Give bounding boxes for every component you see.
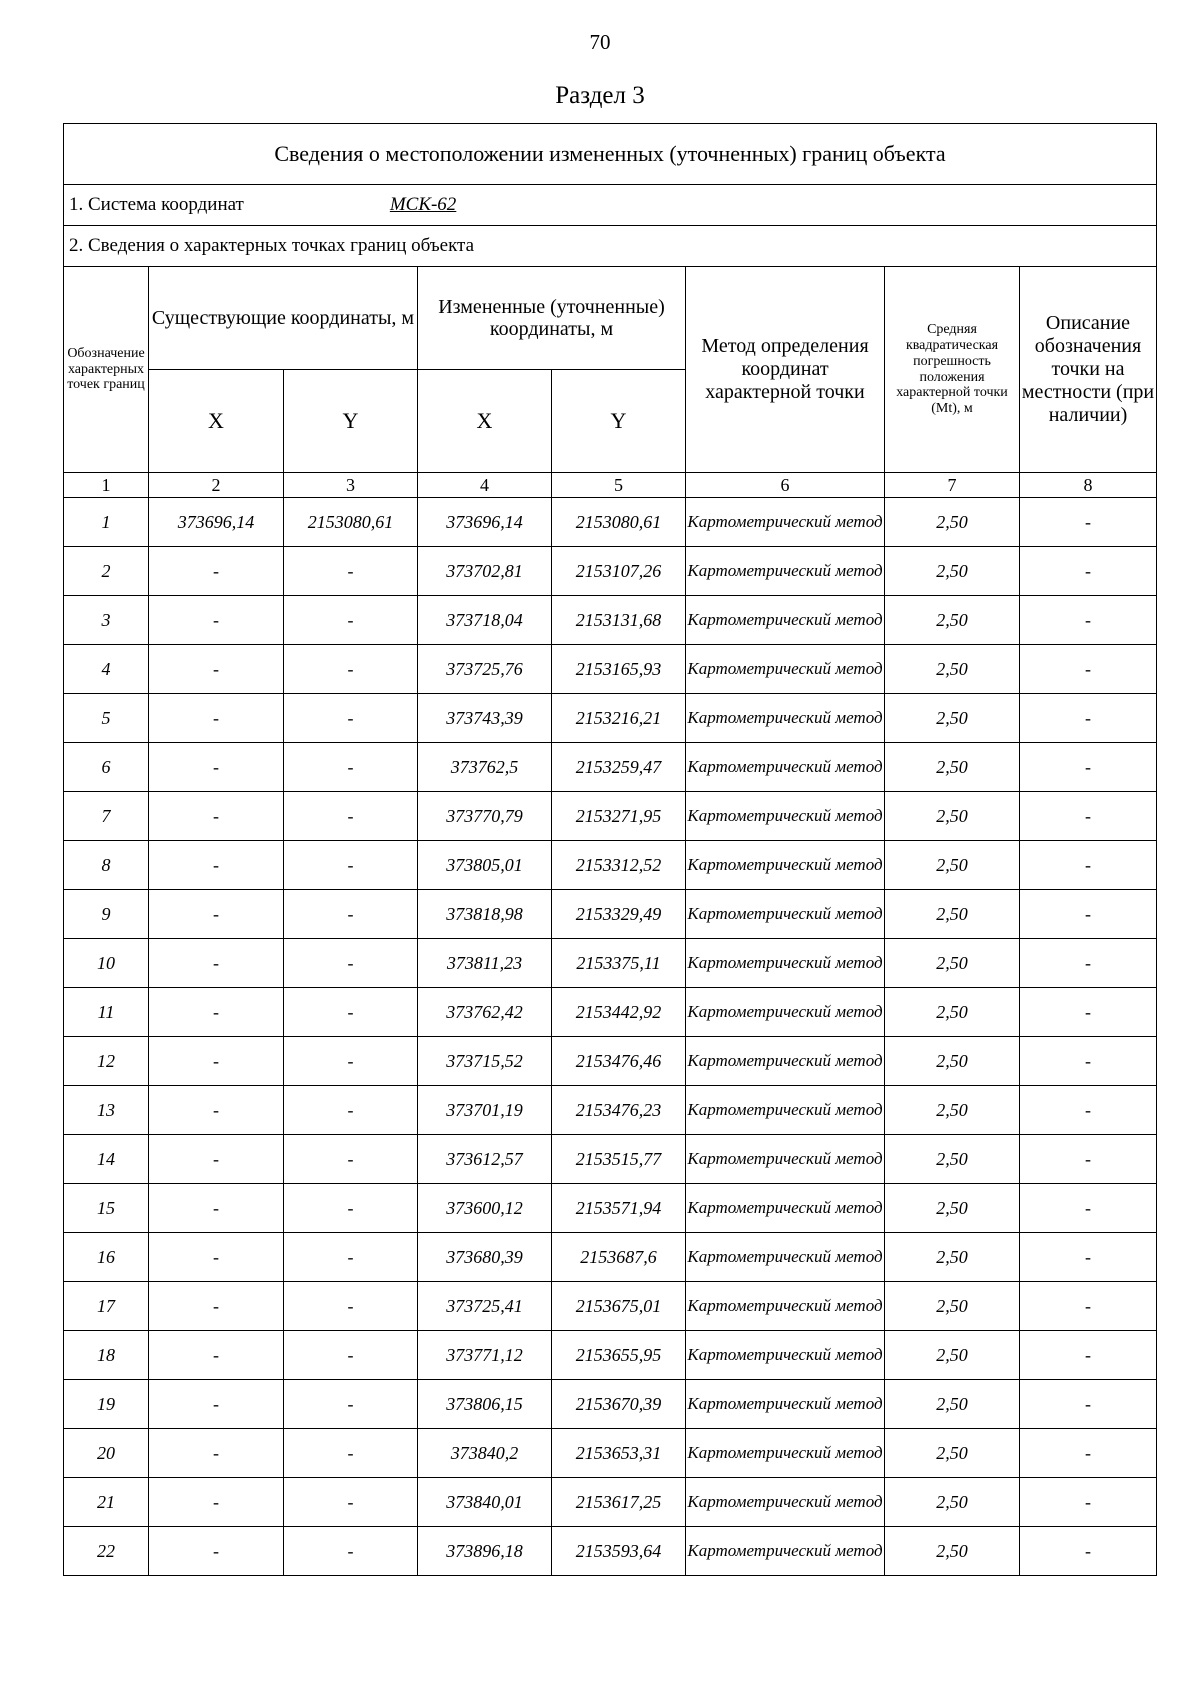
column-number: 5 [552, 473, 686, 498]
description-cell: - [1020, 645, 1157, 694]
table-row [64, 890, 1157, 939]
point-number-cell: 8 [64, 841, 149, 890]
mean-error-cell: 2,50 [885, 988, 1020, 1037]
mean-error-cell: 2,50 [885, 498, 1020, 547]
existing-x-cell: - [149, 1184, 284, 1233]
changed-x-cell: 373896,18 [418, 1527, 552, 1576]
existing-y-cell: - [284, 1429, 418, 1478]
method-cell: Картометрический метод [686, 596, 885, 645]
existing-x-cell: - [149, 694, 284, 743]
method-cell: Картометрический метод [686, 1086, 885, 1135]
description-cell: - [1020, 547, 1157, 596]
changed-x-cell: 373680,39 [418, 1233, 552, 1282]
method-cell: Картометрический метод [686, 1135, 885, 1184]
changed-x-cell: 373762,5 [418, 743, 552, 792]
changed-y-cell: 2153515,77 [552, 1135, 686, 1184]
table-row [64, 1233, 1157, 1282]
changed-y-cell: 2153571,94 [552, 1184, 686, 1233]
mean-error-cell: 2,50 [885, 1527, 1020, 1576]
method-cell: Картометрический метод [686, 1233, 885, 1282]
description-cell: - [1020, 1184, 1157, 1233]
table-row [64, 1282, 1157, 1331]
existing-x-cell: - [149, 645, 284, 694]
description-cell: - [1020, 1429, 1157, 1478]
point-number-cell: 16 [64, 1233, 149, 1282]
point-number-cell: 22 [64, 1527, 149, 1576]
point-number-cell: 1 [64, 498, 149, 547]
table-row [64, 1135, 1157, 1184]
existing-y-cell: - [284, 890, 418, 939]
table-row [64, 1331, 1157, 1380]
changed-y-cell: 2153259,47 [552, 743, 686, 792]
existing-x-cell: - [149, 841, 284, 890]
description-cell: - [1020, 596, 1157, 645]
existing-x-cell: - [149, 1086, 284, 1135]
existing-y-cell: - [284, 1282, 418, 1331]
table-row [64, 498, 1157, 547]
method-cell: Картометрический метод [686, 1478, 885, 1527]
method-cell: Картометрический метод [686, 645, 885, 694]
changed-y-cell: 2153476,23 [552, 1086, 686, 1135]
existing-x-cell: - [149, 1135, 284, 1184]
column-number-row [64, 473, 1157, 498]
changed-x-cell: 373771,12 [418, 1331, 552, 1380]
existing-y-cell: - [284, 1184, 418, 1233]
mean-error-cell: 2,50 [885, 1233, 1020, 1282]
changed-x-cell: 373811,23 [418, 939, 552, 988]
description-cell: - [1020, 1380, 1157, 1429]
existing-x-cell: - [149, 1380, 284, 1429]
mean-error-cell: 2,50 [885, 1086, 1020, 1135]
existing-y-cell: - [284, 939, 418, 988]
point-number-cell: 14 [64, 1135, 149, 1184]
existing-x-cell: - [149, 1037, 284, 1086]
mean-error-cell: 2,50 [885, 645, 1020, 694]
changed-y-cell: 2153271,95 [552, 792, 686, 841]
changed-y-cell: 2153329,49 [552, 890, 686, 939]
description-cell: - [1020, 1135, 1157, 1184]
mean-error-cell: 2,50 [885, 1184, 1020, 1233]
changed-y-cell: 2153593,64 [552, 1527, 686, 1576]
changed-x-cell: 373805,01 [418, 841, 552, 890]
point-number-cell: 10 [64, 939, 149, 988]
existing-x-cell: - [149, 792, 284, 841]
description-cell: - [1020, 1282, 1157, 1331]
mean-error-cell: 2,50 [885, 890, 1020, 939]
method-cell: Картометрический метод [686, 988, 885, 1037]
header-existing-x: X [149, 370, 284, 473]
changed-y-cell: 2153476,46 [552, 1037, 686, 1086]
mean-error-cell: 2,50 [885, 1282, 1020, 1331]
method-cell: Картометрический метод [686, 939, 885, 988]
mean-error-cell: 2,50 [885, 1429, 1020, 1478]
column-number: 4 [418, 473, 552, 498]
existing-x-cell: - [149, 1478, 284, 1527]
mean-error-cell: 2,50 [885, 1135, 1020, 1184]
existing-y-cell: - [284, 1331, 418, 1380]
existing-y-cell: - [284, 645, 418, 694]
table-row [64, 1037, 1157, 1086]
changed-x-cell: 373725,76 [418, 645, 552, 694]
description-cell: - [1020, 1086, 1157, 1135]
section-title: Раздел 3 [555, 82, 645, 109]
description-cell: - [1020, 890, 1157, 939]
table-row [64, 743, 1157, 792]
point-number-cell: 6 [64, 743, 149, 792]
header-designation: Обозначение характерных точек границ [64, 267, 149, 473]
header-method: Метод определения координат характерной точки [686, 267, 885, 473]
changed-y-cell: 2153375,11 [552, 939, 686, 988]
existing-y-cell: - [284, 596, 418, 645]
existing-x-cell: - [149, 1527, 284, 1576]
existing-y-cell: - [284, 1478, 418, 1527]
point-number-cell: 21 [64, 1478, 149, 1527]
point-number-cell: 7 [64, 792, 149, 841]
existing-x-cell: - [149, 547, 284, 596]
changed-x-cell: 373818,98 [418, 890, 552, 939]
changed-x-cell: 373715,52 [418, 1037, 552, 1086]
point-number-cell: 4 [64, 645, 149, 694]
changed-x-cell: 373701,19 [418, 1086, 552, 1135]
description-cell: - [1020, 1527, 1157, 1576]
mean-error-cell: 2,50 [885, 841, 1020, 890]
table-row [64, 694, 1157, 743]
column-number: 2 [149, 473, 284, 498]
existing-x-cell: - [149, 1429, 284, 1478]
table-row [64, 1184, 1157, 1233]
existing-y-cell: - [284, 792, 418, 841]
boundary-points-table [63, 123, 1157, 1576]
mean-error-cell: 2,50 [885, 743, 1020, 792]
table-row [64, 1429, 1157, 1478]
changed-x-cell: 373840,01 [418, 1478, 552, 1527]
existing-y-cell: - [284, 1233, 418, 1282]
mean-error-cell: 2,50 [885, 694, 1020, 743]
existing-x-cell: - [149, 890, 284, 939]
point-number-cell: 5 [64, 694, 149, 743]
changed-y-cell: 2153107,26 [552, 547, 686, 596]
method-cell: Картометрический метод [686, 1184, 885, 1233]
column-number: 6 [686, 473, 885, 498]
column-number: 7 [885, 473, 1020, 498]
existing-y-cell: - [284, 1037, 418, 1086]
existing-y-cell: - [284, 1380, 418, 1429]
mean-error-cell: 2,50 [885, 1331, 1020, 1380]
existing-y-cell: - [284, 988, 418, 1037]
changed-y-cell: 2153675,01 [552, 1282, 686, 1331]
existing-x-cell: - [149, 1282, 284, 1331]
table-row [64, 1086, 1157, 1135]
description-cell: - [1020, 841, 1157, 890]
existing-x-cell: - [149, 1331, 284, 1380]
description-cell: - [1020, 792, 1157, 841]
mean-error-cell: 2,50 [885, 547, 1020, 596]
description-cell: - [1020, 1037, 1157, 1086]
existing-y-cell: - [284, 694, 418, 743]
description-cell: - [1020, 743, 1157, 792]
changed-x-cell: 373696,14 [418, 498, 552, 547]
changed-y-cell: 2153687,6 [552, 1233, 686, 1282]
method-cell: Картометрический метод [686, 1380, 885, 1429]
existing-y-cell: - [284, 1527, 418, 1576]
header-changed-x: X [418, 370, 552, 473]
column-number: 8 [1020, 473, 1157, 498]
existing-y-cell: - [284, 1135, 418, 1184]
changed-x-cell: 373718,04 [418, 596, 552, 645]
point-number-cell: 18 [64, 1331, 149, 1380]
point-number-cell: 15 [64, 1184, 149, 1233]
changed-y-cell: 2153165,93 [552, 645, 686, 694]
changed-y-cell: 2153216,21 [552, 694, 686, 743]
table-row [64, 1478, 1157, 1527]
changed-y-cell: 2153617,25 [552, 1478, 686, 1527]
existing-x-cell: - [149, 1233, 284, 1282]
existing-y-cell: - [284, 1086, 418, 1135]
changed-y-cell: 2153670,39 [552, 1380, 686, 1429]
mean-error-cell: 2,50 [885, 792, 1020, 841]
table-row [64, 645, 1157, 694]
existing-x-cell: 373696,14 [149, 498, 284, 547]
coord-system-value: МСК-62 [389, 194, 457, 215]
table-row [64, 596, 1157, 645]
method-cell: Картометрический метод [686, 1429, 885, 1478]
description-cell: - [1020, 498, 1157, 547]
point-number-cell: 19 [64, 1380, 149, 1429]
point-number-cell: 20 [64, 1429, 149, 1478]
table-row [64, 988, 1157, 1037]
existing-x-cell: - [149, 596, 284, 645]
table-row [64, 1380, 1157, 1429]
method-cell: Картометрический метод [686, 1331, 885, 1380]
table-row [64, 841, 1157, 890]
existing-y-cell: - [284, 547, 418, 596]
point-number-cell: 17 [64, 1282, 149, 1331]
mean-error-cell: 2,50 [885, 596, 1020, 645]
changed-x-cell: 373770,79 [418, 792, 552, 841]
method-cell: Картометрический метод [686, 792, 885, 841]
description-cell: - [1020, 694, 1157, 743]
changed-x-cell: 373840,2 [418, 1429, 552, 1478]
method-cell: Картометрический метод [686, 498, 885, 547]
point-number-cell: 13 [64, 1086, 149, 1135]
method-cell: Картометрический метод [686, 1282, 885, 1331]
changed-x-cell: 373702,81 [418, 547, 552, 596]
changed-x-cell: 373743,39 [418, 694, 552, 743]
method-cell: Картометрический метод [686, 694, 885, 743]
existing-x-cell: - [149, 743, 284, 792]
header-existing-y: Y [284, 370, 418, 473]
column-number: 1 [64, 473, 149, 498]
changed-x-cell: 373725,41 [418, 1282, 552, 1331]
changed-y-cell: 2153080,61 [552, 498, 686, 547]
description-cell: - [1020, 939, 1157, 988]
changed-y-cell: 2153131,68 [552, 596, 686, 645]
point-number-cell: 11 [64, 988, 149, 1037]
method-cell: Картометрический метод [686, 1037, 885, 1086]
mean-error-cell: 2,50 [885, 1037, 1020, 1086]
existing-x-cell: - [149, 988, 284, 1037]
changed-x-cell: 373600,12 [418, 1184, 552, 1233]
method-cell: Картометрический метод [686, 841, 885, 890]
coord-system-row [64, 185, 1157, 226]
table-row [64, 792, 1157, 841]
changed-x-cell: 373762,42 [418, 988, 552, 1037]
changed-x-cell: 373612,57 [418, 1135, 552, 1184]
changed-y-cell: 2153312,52 [552, 841, 686, 890]
existing-y-cell: - [284, 841, 418, 890]
changed-y-cell: 2153655,95 [552, 1331, 686, 1380]
header-changed-coords: Измененные (уточненные) координаты, м [418, 267, 686, 370]
existing-x-cell: - [149, 939, 284, 988]
changed-y-cell: 2153442,92 [552, 988, 686, 1037]
point-number-cell: 3 [64, 596, 149, 645]
table-row [64, 547, 1157, 596]
header-changed-y: Y [552, 370, 686, 473]
mean-error-cell: 2,50 [885, 1478, 1020, 1527]
method-cell: Картометрический метод [686, 1527, 885, 1576]
table-row [64, 1527, 1157, 1576]
column-number: 3 [284, 473, 418, 498]
page-number: 70 [589, 30, 611, 54]
description-cell: - [1020, 1478, 1157, 1527]
existing-y-cell: 2153080,61 [284, 498, 418, 547]
points-heading: 2. Сведения о характерных точках границ объекта [64, 226, 1157, 267]
header-mean-error: Средняя квадратическая погрешность положения характерной точки (Mt), м [885, 267, 1020, 473]
changed-y-cell: 2153653,31 [552, 1429, 686, 1478]
point-number-cell: 12 [64, 1037, 149, 1086]
method-cell: Картометрический метод [686, 743, 885, 792]
table-row [64, 939, 1157, 988]
description-cell: - [1020, 1331, 1157, 1380]
point-number-cell: 2 [64, 547, 149, 596]
coord-system-label: 1. Система координат [69, 194, 244, 215]
header-description: Описание обозначения точки на местности (при наличии) [1020, 267, 1157, 473]
mean-error-cell: 2,50 [885, 939, 1020, 988]
method-cell: Картометрический метод [686, 890, 885, 939]
table-caption: Сведения о местоположении измененных (уточненных) границ объекта [64, 124, 1157, 185]
mean-error-cell: 2,50 [885, 1380, 1020, 1429]
existing-y-cell: - [284, 743, 418, 792]
description-cell: - [1020, 988, 1157, 1037]
point-number-cell: 9 [64, 890, 149, 939]
method-cell: Картометрический метод [686, 547, 885, 596]
changed-x-cell: 373806,15 [418, 1380, 552, 1429]
header-existing-coords: Существующие координаты, м [149, 267, 418, 370]
description-cell: - [1020, 1233, 1157, 1282]
